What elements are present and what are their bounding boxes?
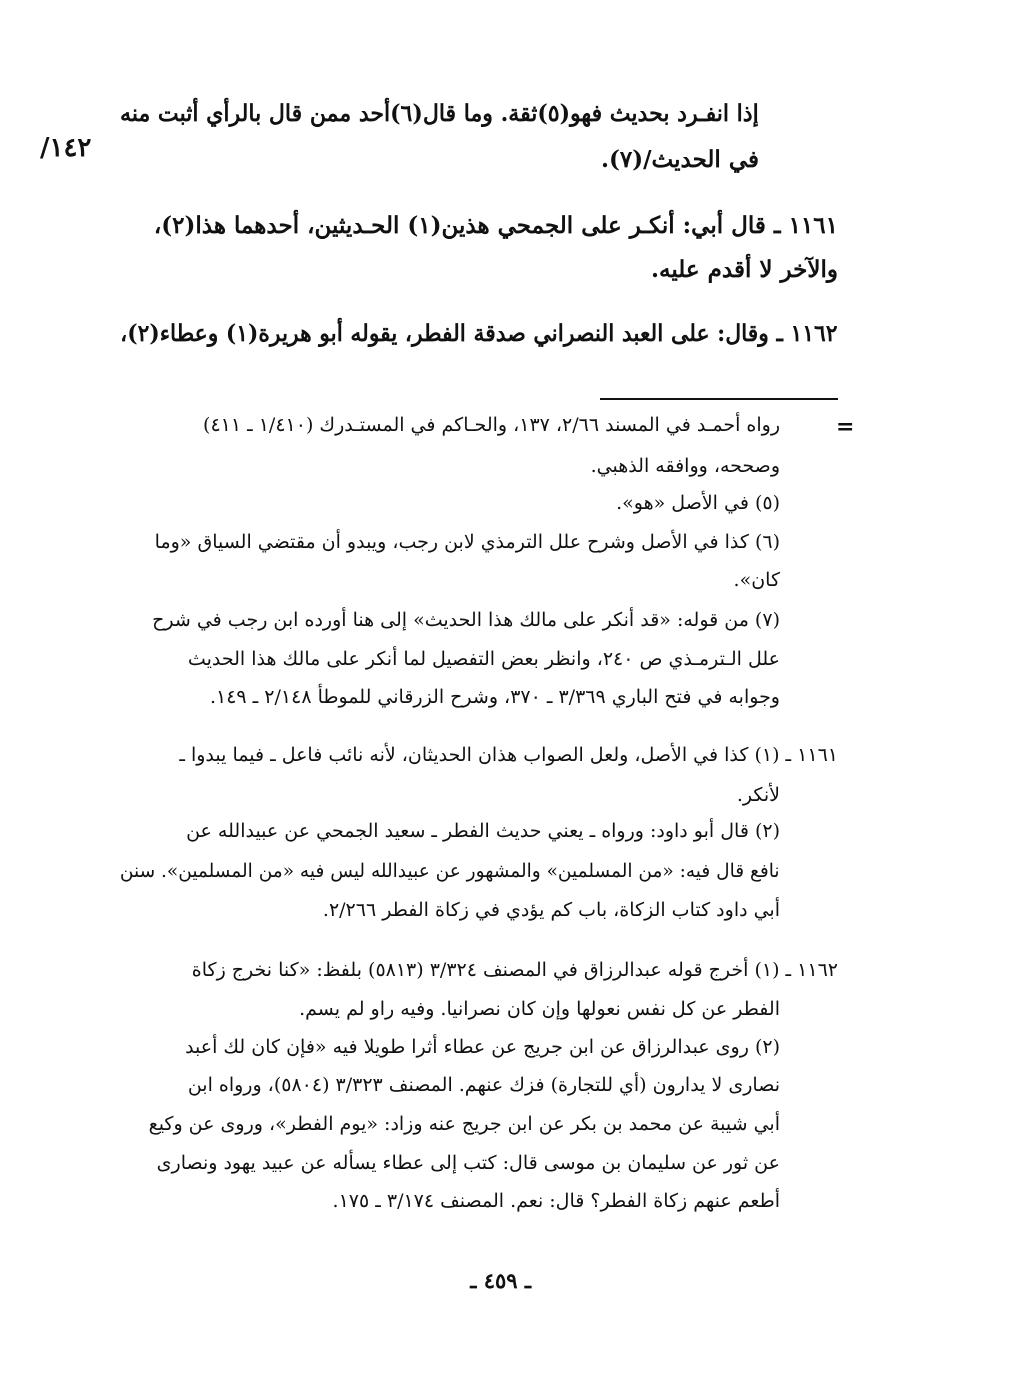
main-text-line: ١١٦٢ ـ وقال: على العبد النصراني صدقة الفطر، يقوله أبو هريرة(١) وعطاء(٢)، — [120, 320, 838, 347]
footnote-line: أطعم عنهم زكاة الفطر؟ قال: نعم. المصنف ٣/١٧٤ ـ ١٧٥. — [332, 1190, 780, 1212]
footnote-line: وصححه، ووافقه الذهبي. — [590, 455, 780, 477]
footnote-line: علل الـترمـذي ص ٢٤٠، وانظر بعض التفصيل لما أنكر على مالك هذا الحديث — [187, 648, 780, 670]
footnote-line: ١١٦٢ ـ (١) أخرج قوله عبدالرزاق في المصنف ٣/٣٢٤ (٥٨١٣) بلفظ: «كنا نخرج زكاة — [191, 959, 838, 981]
footnote-separator — [600, 398, 838, 400]
footnote-line: (٢) قال أبو داود: ورواه ـ يعني حديث الفطر ـ سعيد الجمحي عن عبيدالله عن — [186, 820, 780, 842]
main-text-line: ١١٦١ ـ قال أبي: أنكـر على الجمحي هذين(١) الحـديثين، أحدهما هذا(٢)، — [153, 212, 838, 239]
footnote-line: (٢) روى عبدالرزاق عن ابن جريج عن عطاء أثرا طويلا فيه «فإن كان لك أعبد — [185, 1036, 780, 1058]
footnote-line: كان». — [733, 569, 780, 591]
footnote-line: أبي داود كتاب الزكاة، باب كم يؤدي في زكاة الفطر ٢/٢٦٦. — [322, 899, 780, 921]
footnote-line: (٧) من قوله: «قد أنكر على مالك هذا الحديث» إلى هنا أورده ابن رجب في شرح — [152, 609, 780, 631]
main-text-line: والآخر لا أقدم عليه. — [651, 256, 838, 283]
footnote-line: (٦) كذا في الأصل وشرح علل الترمذي لابن رجب، ويبدو أن مقتضي السياق «وما — [154, 531, 780, 553]
footnote-line: نافع قال فيه: «من المسلمين» والمشهور عن عبيدالله ليس فيه «من المسلمين». سنن — [120, 860, 780, 882]
footnote-line: (٥) في الأصل «هو». — [616, 492, 780, 514]
main-text-line: إذا انفـرد بحديث فهو(٥)ثقة. وما قال(٦)أحد ممن قال بالرأي أثبت منه — [120, 100, 759, 127]
footnote-line: رواه أحمـد في المسند ٢/٦٦، ١٣٧، والحـاكم في المستـدرك (١/٤١٠ ـ ٤١١) — [203, 414, 780, 436]
footnote-line: وجوابه في فتح الباري ٣/٣٦٩ ـ ٣٧٠، وشرح الزرقاني للموطأ ٢/١٤٨ ـ ١٤٩. — [209, 686, 780, 708]
page-number: ـ ٤٥٩ ـ — [470, 1268, 531, 1293]
footnote-line: لأنكر. — [736, 784, 780, 806]
footnote-line: الفطر عن كل نفس نعولها وإن كان نصرانيا. وفيه راو لم يسم. — [299, 998, 780, 1020]
footnote-line: عن ثور عن سليمان بن موسى قال: كتب إلى عطاء يسأله عن عبيد يهود ونصارى — [156, 1152, 780, 1174]
footnote-line: أبي شيبة عن محمد بن بكر عن ابن جريج عنه وزاد: «يوم الفطر»، وروى عن وكيع — [148, 1113, 780, 1135]
folio-marker: ١٤٢/ — [40, 133, 92, 163]
main-text-line: في الحديث/(٧). — [600, 146, 759, 173]
continuation-mark: = — [836, 414, 855, 440]
footnote-line: ١١٦١ ـ (١) كذا في الأصل، ولعل الصواب هذان الحديثان، لأنه نائب فاعل ـ فيما يبدوا ـ — [179, 744, 838, 766]
footnote-line: نصارى لا يدارون (أي للتجارة) فزك عنهم. المصنف ٣/٣٢٣ (٥٨٠٤)، ورواه ابن — [187, 1074, 780, 1096]
